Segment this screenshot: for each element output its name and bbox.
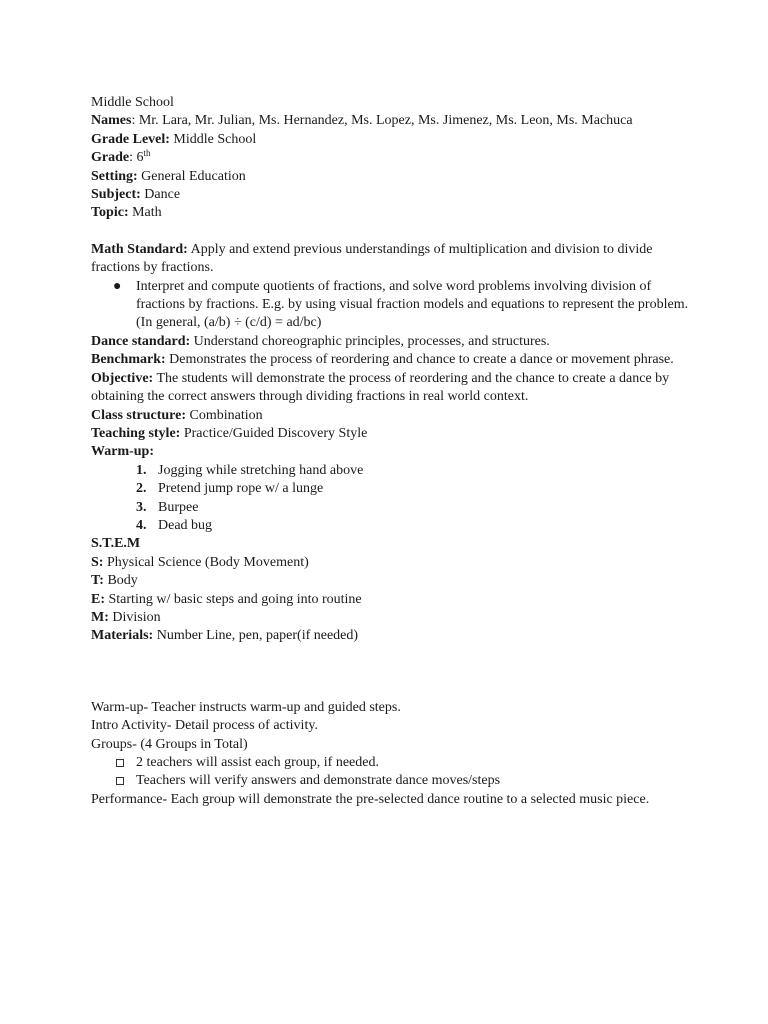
math-standard-value: Apply and extend previous understandings of multiplication and division to divide fractions by fractions. <box>91 241 653 276</box>
dance-standard-label: Dance standard: <box>91 333 191 349</box>
names-line <box>91 112 768 130</box>
setting-label: Setting: <box>91 168 138 184</box>
grade-label: Grade <box>91 150 130 166</box>
warmup-item-text: Dead bug <box>158 517 213 533</box>
class-structure-value: Combination <box>186 407 263 423</box>
setting-line <box>91 168 768 186</box>
stem-t-line <box>91 572 768 590</box>
dance-standard-value: Understand choreographic principles, processes, and structures. <box>190 333 550 349</box>
benchmark-value: Demonstrates the process of reordering and chance to create a dance or movement phrase. <box>165 352 674 368</box>
stem-m-value: Division <box>108 609 161 625</box>
procedure-groups: Groups- (4 Groups in Total) <box>91 736 248 752</box>
grade-level-line <box>91 131 768 149</box>
grade-value: : 6 <box>129 150 144 166</box>
group-item <box>91 754 768 772</box>
stem-e-value: Starting w/ basic steps and going into routine <box>105 591 362 607</box>
procedure-warmup: Warm-up- Teacher instructs warm-up and guided steps. <box>91 699 401 715</box>
warmup-item-text: Jogging while stretching hand above <box>158 462 364 478</box>
stem-e-line <box>91 591 768 609</box>
topic-line <box>91 204 768 222</box>
math-general-formula: (In general, (a/b) ÷ (c/d) = ad/bc) <box>136 315 322 331</box>
warmup-item <box>91 499 768 517</box>
warmup-item-number: 2. <box>136 481 147 497</box>
grade-level-label: Grade Level: <box>91 131 170 147</box>
procedure-intro: Intro Activity- Detail process of activity. <box>91 718 318 734</box>
math-standard-label: Math Standard: <box>91 241 188 257</box>
math-bullet-text: Interpret and compute quotients of fractions, and solve word problems involving division of fractions by fractions. E.g. by using visual fraction models and equations to represent the problem. <box>136 278 689 313</box>
subject-value: Dance <box>140 187 181 203</box>
topic-label: Topic: <box>91 205 129 221</box>
warmup-item-text: Pretend jump rope w/ a lunge <box>158 481 324 497</box>
objective-label: Objective: <box>91 370 154 386</box>
materials-value: Number Line, pen, paper(if needed) <box>153 628 359 644</box>
warmup-item-number: 4. <box>136 517 147 533</box>
names-label: Names <box>91 113 132 129</box>
group-item-text: Teachers will verify answers and demonstrate dance moves/steps <box>136 773 501 789</box>
stem-s-value: Physical Science (Body Movement) <box>103 554 309 570</box>
square-bullet-icon <box>116 759 124 767</box>
warmup-item <box>91 480 768 498</box>
warmup-item-text: Burpee <box>158 499 199 515</box>
group-item-text: 2 teachers will assist each group, if needed. <box>136 755 379 770</box>
objective-value: The students will demonstrate the process of reordering and the chance to create a dance by obtaining the correct answers through dividing fractions in real world context. <box>91 370 670 405</box>
class-structure-label: Class structure: <box>91 407 187 423</box>
warmup-item-number: 3. <box>136 499 147 515</box>
procedure-performance: Performance- Each group will demonstrate the pre-selected dance routine to a selected music piece. <box>91 791 650 807</box>
materials-line <box>91 627 768 645</box>
topic-value: Math <box>128 205 162 221</box>
grade-line <box>91 149 768 167</box>
teaching-style-label: Teaching style: <box>91 425 181 441</box>
names-value: : Mr. Lara, Mr. Julian, Ms. Hernandez, Ms. Lopez, Ms. Jimenez, Ms. Leon, Ms. Machuca <box>131 113 633 129</box>
stem-m-label: M: <box>91 609 109 625</box>
benchmark <box>91 351 691 369</box>
math-standard <box>91 241 691 278</box>
stem-m-line <box>91 609 768 627</box>
stem-s-label: S: <box>91 554 104 570</box>
math-bullet-item <box>91 278 691 315</box>
grade-sup: th <box>143 148 151 159</box>
class-structure <box>91 407 768 425</box>
group-item <box>91 772 768 790</box>
materials-label: Materials: <box>91 628 154 644</box>
setting-value: General Education <box>137 168 246 184</box>
stem-s-line <box>91 554 768 572</box>
benchmark-label: Benchmark: <box>91 352 166 368</box>
teaching-style <box>91 425 768 443</box>
objective <box>91 370 691 407</box>
subject-label: Subject: <box>91 187 141 203</box>
stem-e-label: E: <box>91 591 105 607</box>
dance-standard <box>91 333 768 351</box>
warmup-heading <box>91 443 768 461</box>
stem-title: S.T.E.M <box>91 536 141 552</box>
square-bullet-icon <box>116 777 124 785</box>
warmup-item <box>91 462 768 480</box>
warmup-item-number: 1. <box>136 462 147 478</box>
stem-t-label: T: <box>91 573 104 589</box>
stem-t-value: Body <box>103 573 138 589</box>
bullet-dot-icon: ● <box>113 278 122 294</box>
subject-line <box>91 186 768 204</box>
school-heading: Middle School <box>91 95 174 110</box>
stem-heading <box>91 535 768 553</box>
warmup-item <box>91 517 768 535</box>
warmup-label: Warm-up: <box>91 444 154 460</box>
teaching-style-value: Practice/Guided Discovery Style <box>180 425 368 441</box>
grade-level-value: Middle School <box>169 131 257 147</box>
